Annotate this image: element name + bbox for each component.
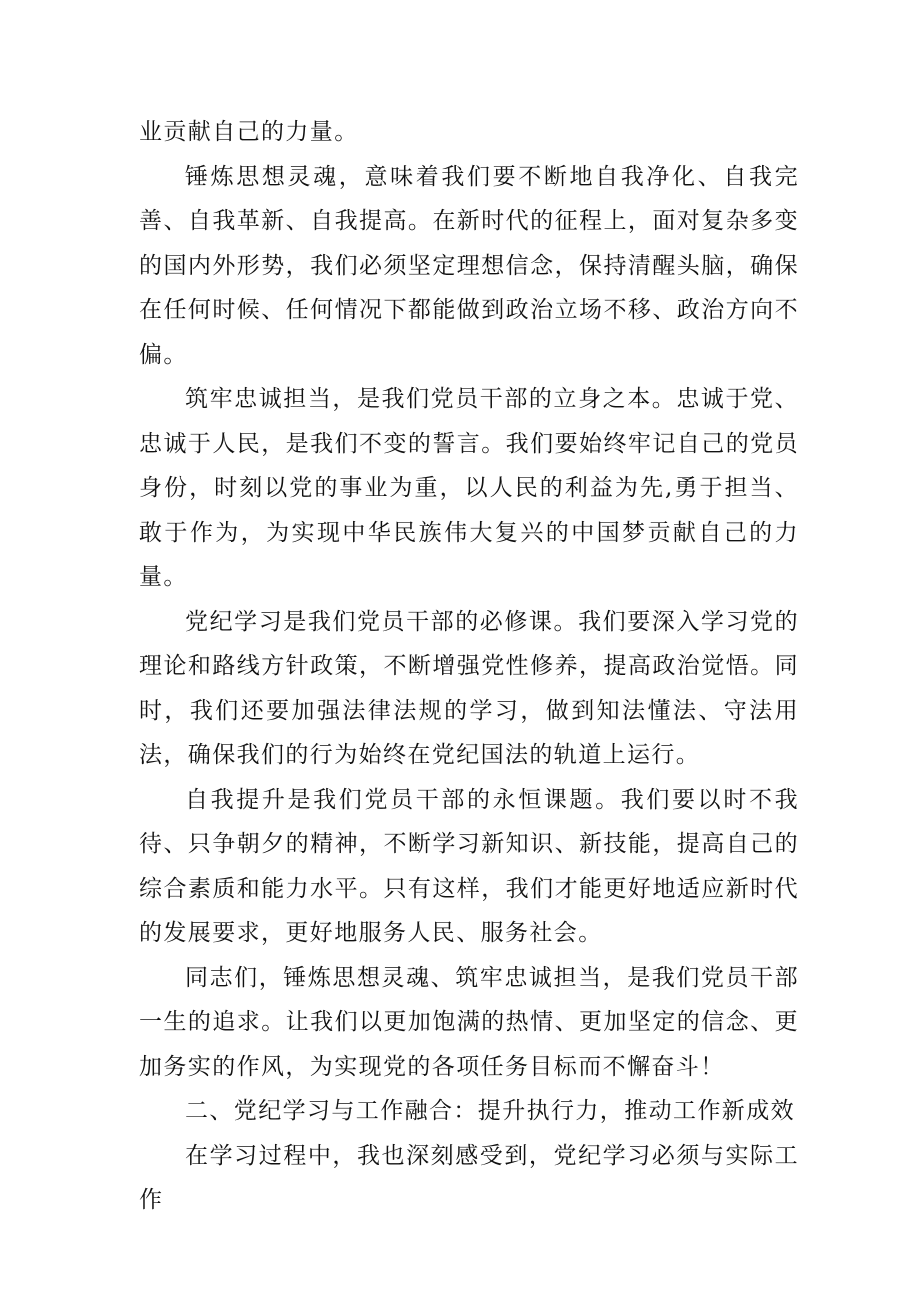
paragraph-thought-soul: 锤炼思想灵魂，意味着我们要不断地自我净化、自我完善、自我革新、自我提高。在新时代的征程上，面对复杂多变的国内外形势，我们必须坚定理想信念，保持清醒头脑，确保在任何时候、任何情况下都能做到政治立场不移、政治方向不偏。 (139, 163, 799, 368)
paragraph-self-improvement: 自我提升是我们党员干部的永恒课题。我们要以时不我待、只争朝夕的精神，不断学习新知识、新技能，提高自己的综合素质和能力水平。只有这样，我们才能更好地适应新时代的发展要求，更好地服务人民、服务社会。 (139, 786, 799, 946)
paragraph-comrades: 同志们，锤炼思想灵魂、筑牢忠诚担当，是我们党员干部一生的追求。让我们以更加饱满的热情、更加坚定的信念、更加务实的作风，为实现党的各项任务目标而不懈奋斗！ (139, 964, 799, 1080)
paragraph-party-discipline: 党纪学习是我们党员干部的必修课。我们要深入学习党的理论和路线方针政策，不断增强党性修养，提高政治觉悟。同时，我们还要加强法律法规的学习，做到知法懂法、守法用法，确保我们的行为始终在党纪国法的轨道上运行。 (139, 608, 799, 768)
paragraph-loyalty: 筑牢忠诚担当，是我们党员干部的立身之本。忠诚于党、忠诚于人民，是我们不变的誓言。我们要始终牢记自己的党员身份，时刻以党的事业为重，以人民的利益为先,勇于担当、敢于作为，为实现中华民族伟大复兴的中国梦贡献自己的力量。 (139, 386, 799, 590)
section-heading: 二、党纪学习与工作融合：提升执行力，推动工作新成效 (185, 1098, 795, 1124)
paragraph-learning-process: 在学习过程中，我也深刻感受到，党纪学习必须与实际工作 (139, 1142, 799, 1213)
paragraph-continuation: 业贡献自己的力量。 (139, 119, 359, 145)
document-body (139, 110, 799, 1223)
